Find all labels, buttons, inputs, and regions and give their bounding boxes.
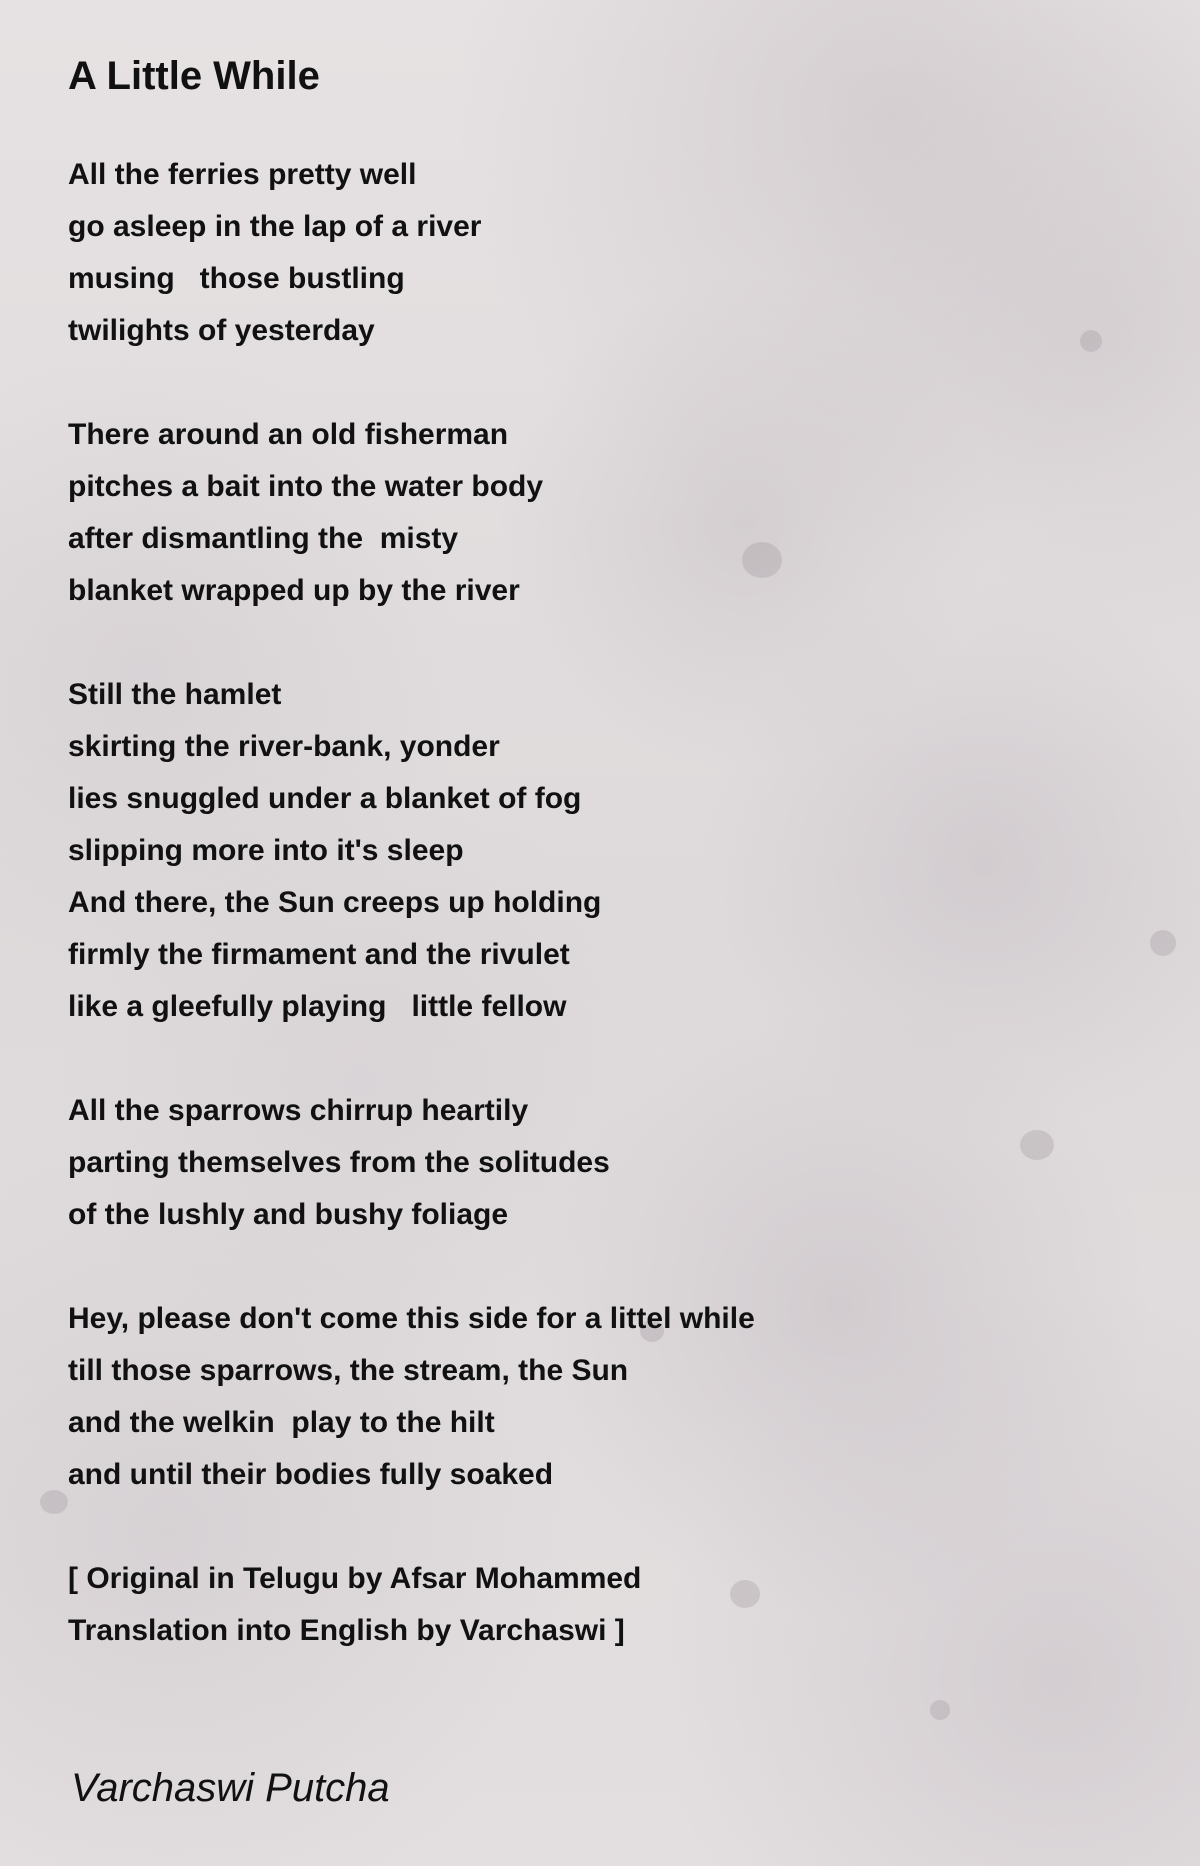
poem-line: after dismantling the misty: [68, 522, 459, 555]
poem-line: and until their bodies fully soaked: [68, 1458, 554, 1491]
poem-line: [ Original in Telugu by Afsar Mohammed: [68, 1562, 642, 1595]
poem-line: firmly the firmament and the rivulet: [68, 938, 570, 971]
poem-line: like a gleefully playing little fellow: [68, 990, 567, 1023]
ink-blot: [1080, 330, 1102, 352]
poem-line: blanket wrapped up by the river: [68, 574, 520, 607]
poem-line: go asleep in the lap of a river: [68, 210, 482, 243]
stanza-3: [68, 669, 755, 1033]
poem-title: A Little While: [68, 54, 320, 98]
ink-blot: [1020, 1130, 1054, 1160]
stanza-4: [68, 1085, 755, 1241]
poem-line: till those sparrows, the stream, the Sun: [68, 1354, 629, 1387]
poem-line: All the ferries pretty well: [68, 158, 417, 191]
poem-line: All the sparrows chirrup heartily: [68, 1094, 529, 1127]
ink-blot: [930, 1700, 950, 1720]
poem-line: slipping more into it's sleep: [68, 834, 464, 867]
stanza-1: [68, 149, 755, 357]
poem-line: There around an old fisherman: [68, 418, 509, 451]
poem-line: skirting the river-bank, yonder: [68, 730, 500, 763]
poem-body: [68, 149, 755, 1709]
poem-line: parting themselves from the solitudes: [68, 1146, 610, 1179]
poem-line: musing those bustling: [68, 262, 405, 295]
poem-line: Hey, please don't come this side for a littel while: [68, 1302, 755, 1335]
poem-line: lies snuggled under a blanket of fog: [68, 782, 582, 815]
translation-note: [68, 1553, 755, 1657]
poem-line: pitches a bait into the water body: [68, 470, 544, 503]
poem-line: of the lushly and bushy foliage: [68, 1198, 509, 1231]
ink-blot: [1150, 930, 1176, 956]
poem-line: And there, the Sun creeps up holding: [68, 886, 602, 919]
poem-line: Translation into English by Varchaswi ]: [68, 1614, 625, 1647]
stanza-2: [68, 409, 755, 617]
poem-author: Varchaswi Putcha: [71, 1766, 390, 1810]
poem-line: twilights of yesterday: [68, 314, 375, 347]
poem-line: Still the hamlet: [68, 678, 282, 711]
ink-blot: [40, 1490, 68, 1514]
stanza-5: [68, 1293, 755, 1501]
poem-line: and the welkin play to the hilt: [68, 1406, 495, 1439]
